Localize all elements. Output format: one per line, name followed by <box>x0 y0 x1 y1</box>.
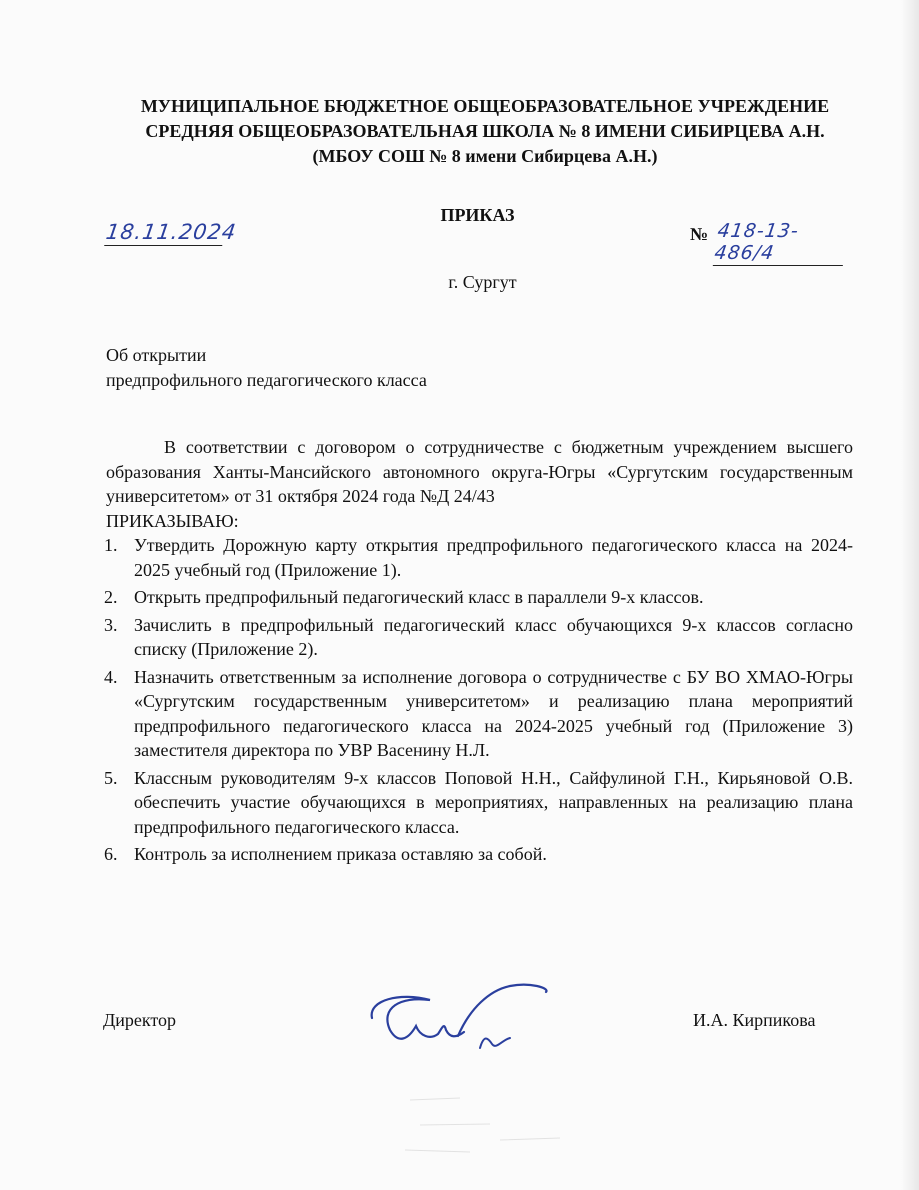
header-line-2: СРЕДНЯЯ ОБЩЕОБРАЗОВАТЕЛЬНАЯ ШКОЛА № 8 ИМЕНИ СИБИРЦЕВА А.Н. <box>145 121 825 141</box>
item-text: Зачислить в предпрофильный педагогический класс обучающихся 9-х классов согласно списку (Приложение 2). <box>134 614 853 659</box>
item-text: Открыть предпрофильный педагогический класс в параллели 9-х классов. <box>134 587 704 607</box>
list-item <box>106 665 853 763</box>
list-item <box>106 766 853 840</box>
item-number: 3. <box>104 614 118 635</box>
document-title: ПРИКАЗ <box>440 205 515 225</box>
signatory-role: Директор <box>103 1010 177 1030</box>
subject-line-2: предпрофильного педагогического класса <box>106 370 427 390</box>
subject-line-1: Об открытии <box>106 345 207 365</box>
header-line-1: МУНИЦИПАЛЬНОЕ БЮДЖЕТНОЕ ОБЩЕОБРАЗОВАТЕЛЬНОЕ УЧРЕЖДЕНИЕ <box>140 96 830 116</box>
header-line-3: (МБОУ СОШ № 8 имени Сибирцева А.Н.) <box>312 146 658 166</box>
item-number: 4. <box>104 666 118 687</box>
order-subject <box>106 343 427 393</box>
list-item <box>106 842 853 867</box>
item-number: 5. <box>104 767 118 788</box>
item-number: 1. <box>104 535 118 555</box>
page-edge-shadow <box>901 0 919 1190</box>
item-text: Классным руководителям 9-х классов Поповой Н.Н., Сайфулиной Г.Н., Кирьяновой О.В. обеспечить участие обучающихся в мероприятиях, направленных на реализацию плана предпрофильного педагогического класса. <box>134 767 853 837</box>
handwritten-signature <box>360 978 560 1058</box>
item-number: 2. <box>104 587 118 607</box>
item-text: Назначить ответственным за исполнение договора о сотрудничестве с БУ ВО ХМАО-Югры «Сургутским государственным университетом» и реализацию плана мероприятий предпрофильного педагогического класса на 2024-2025 учебный год (Приложение 3) заместителя директора по УВР Васенину Н.Л. <box>134 666 853 760</box>
item-text: Утвердить Дорожную карту открытия предпрофильного педагогического класса на 2024-2025 учебный год (Приложение 1). <box>134 535 853 580</box>
order-word: ПРИКАЗЫВАЮ: <box>106 510 239 531</box>
item-text: Контроль за исполнением приказа оставляю за собой. <box>134 844 547 864</box>
item-number: 6. <box>104 844 118 864</box>
list-item <box>106 585 853 610</box>
handwritten-date: 18.11.2024 <box>104 220 239 244</box>
city: г. Сургут <box>448 272 517 292</box>
signatory-name: И.А. Кирпикова <box>693 1010 816 1030</box>
order-body <box>106 435 853 870</box>
order-items <box>106 533 853 867</box>
list-item <box>106 533 853 582</box>
handwritten-number: 418-13-486/4 <box>713 220 849 266</box>
preamble: В соответствии с договором о сотрудничестве с бюджетным учреждением высшего образования Ханты-Мансийского автономного округа-Югры «Сургутским государственным университетом» от 31 октября 2024 года №Д 24/43 <box>106 437 853 506</box>
organization-header <box>60 94 910 169</box>
number-label: № <box>690 224 709 244</box>
list-item <box>106 613 853 662</box>
faint-stamp-trace <box>400 1080 620 1180</box>
